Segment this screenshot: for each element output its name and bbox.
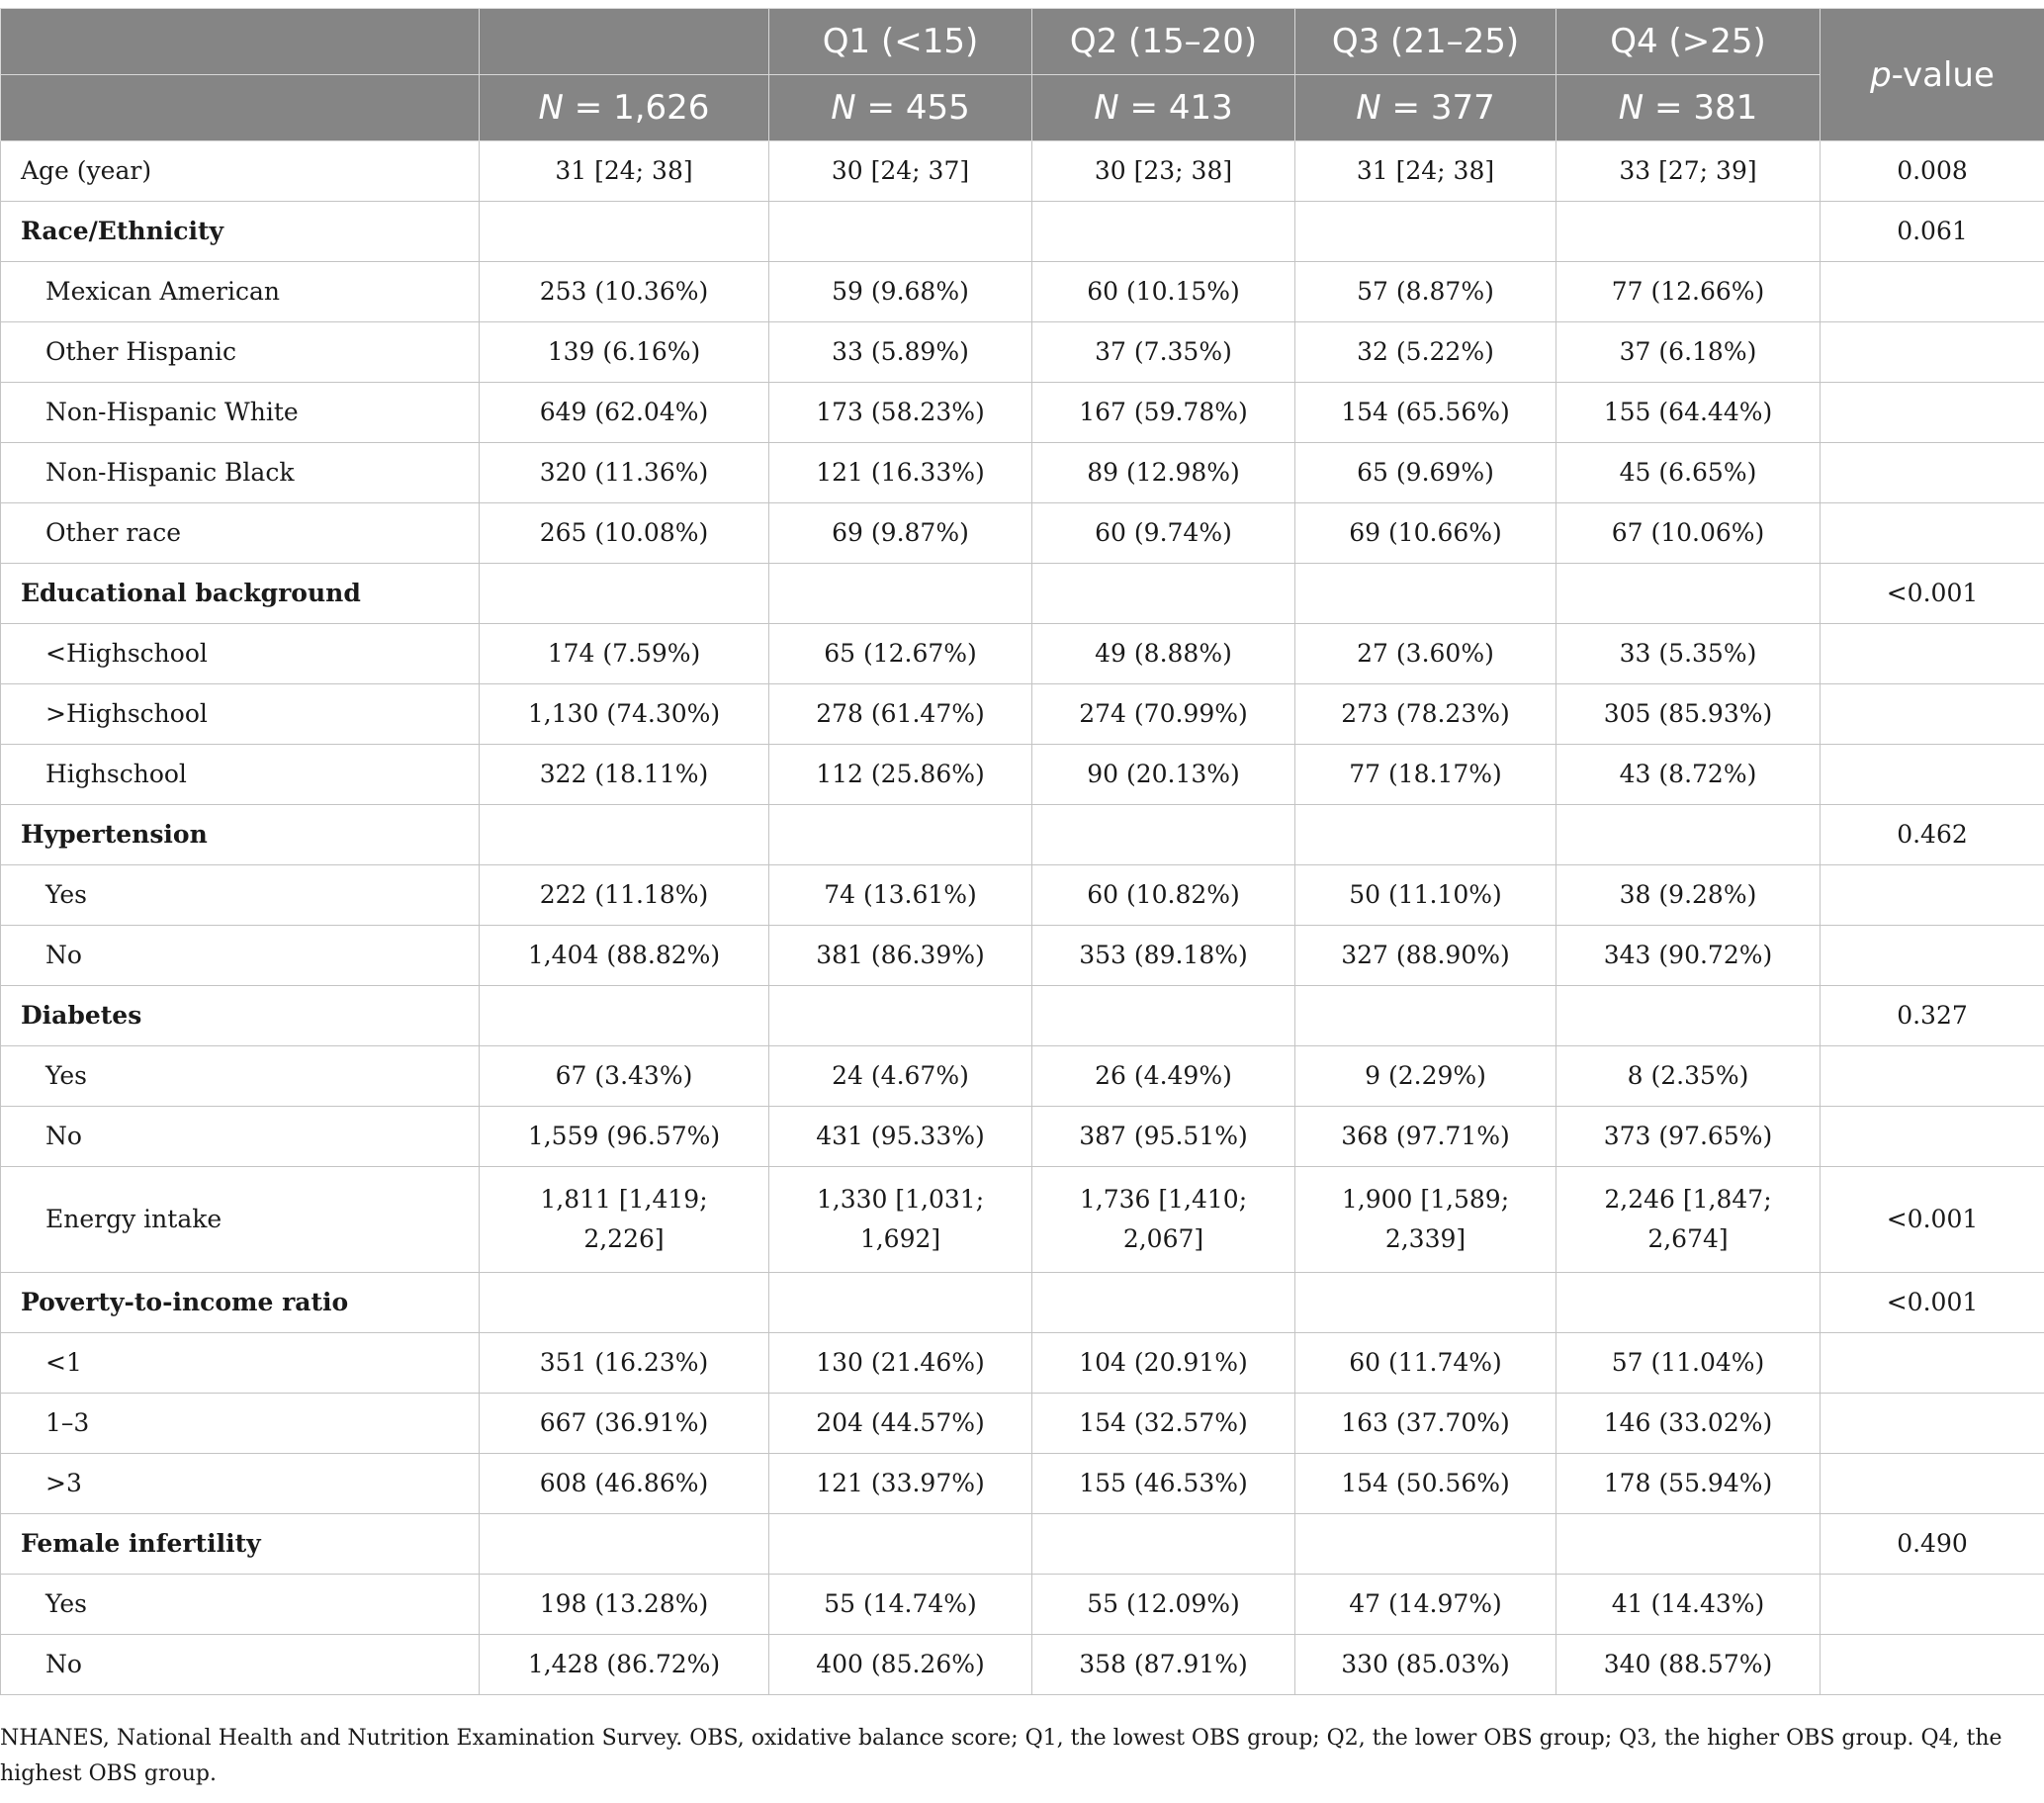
- table-row: [1, 1394, 2044, 1454]
- pvalue-cell: [1821, 1635, 2044, 1695]
- table-container: [0, 8, 2044, 1695]
- row-label: Non-Hispanic Black: [1, 443, 480, 503]
- value-cell: 667 (36.91%): [480, 1394, 769, 1454]
- table-row: [1, 202, 2044, 262]
- value-cell: [480, 202, 769, 262]
- value-cell: 57 (8.87%): [1295, 262, 1556, 322]
- table-row: [1, 745, 2044, 805]
- value-cell: 154 (65.56%): [1295, 383, 1556, 443]
- value-cell: [1295, 202, 1556, 262]
- pvalue-cell: 0.008: [1821, 141, 2044, 202]
- table-row: [1, 1167, 2044, 1273]
- value-cell: 340 (88.57%): [1556, 1635, 1821, 1695]
- value-cell: 67 (3.43%): [480, 1046, 769, 1107]
- value-cell: 33 (5.89%): [769, 322, 1032, 383]
- pvalue-p: p: [1870, 54, 1892, 95]
- value-cell: 368 (97.71%): [1295, 1107, 1556, 1167]
- row-label: No: [1, 1635, 480, 1695]
- row-label: Educational background: [1, 564, 480, 624]
- header-cell: [1, 9, 480, 75]
- value-cell: 358 (87.91%): [1032, 1635, 1295, 1695]
- table-row: [1, 503, 2044, 564]
- pvalue-cell: [1821, 926, 2044, 986]
- value-cell: 8 (2.35%): [1556, 1046, 1821, 1107]
- pvalue-cell: 0.490: [1821, 1514, 2044, 1575]
- pvalue-cell: [1821, 1046, 2044, 1107]
- value-cell: [1556, 1167, 1821, 1273]
- value-cell: 273 (78.23%): [1295, 684, 1556, 745]
- table-row: [1, 322, 2044, 383]
- row-label: No: [1, 926, 480, 986]
- value-cell: 49 (8.88%): [1032, 624, 1295, 684]
- header-n-q3: [1295, 75, 1556, 141]
- value-cell: 77 (18.17%): [1295, 745, 1556, 805]
- value-cell: [1556, 1273, 1821, 1333]
- n-symbol: N: [1356, 88, 1381, 128]
- value-cell: [769, 202, 1032, 262]
- value-cell: 65 (12.67%): [769, 624, 1032, 684]
- table-row: [1, 684, 2044, 745]
- table-row: [1, 1107, 2044, 1167]
- value-cell: [1556, 1514, 1821, 1575]
- row-label: Mexican American: [1, 262, 480, 322]
- table-row: [1, 805, 2044, 865]
- value-cell: 154 (32.57%): [1032, 1394, 1295, 1454]
- header-n-q1: [769, 75, 1032, 141]
- table-row: [1, 262, 2044, 322]
- value-cell: [1032, 1273, 1295, 1333]
- row-label: Other Hispanic: [1, 322, 480, 383]
- value-cell: 204 (44.57%): [769, 1394, 1032, 1454]
- value-cell: 305 (85.93%): [1556, 684, 1821, 745]
- value-cell: [1032, 986, 1295, 1046]
- value-cell: [1295, 986, 1556, 1046]
- row-label: 1–3: [1, 1394, 480, 1454]
- header-n-q4: [1556, 75, 1821, 141]
- pvalue-suffix: -value: [1891, 54, 1995, 95]
- value-cell: 155 (64.44%): [1556, 383, 1821, 443]
- pvalue-cell: [1821, 443, 2044, 503]
- pvalue-cell: <0.001: [1821, 1273, 2044, 1333]
- pvalue-cell: [1821, 1454, 2044, 1514]
- n-symbol: N: [831, 88, 856, 128]
- value-cell: 50 (11.10%): [1295, 865, 1556, 926]
- value-cell: 43 (8.72%): [1556, 745, 1821, 805]
- table-row: [1, 1514, 2044, 1575]
- value-cell: 265 (10.08%): [480, 503, 769, 564]
- value-cell: 69 (10.66%): [1295, 503, 1556, 564]
- value-cell: 387 (95.51%): [1032, 1107, 1295, 1167]
- value-cell: 104 (20.91%): [1032, 1333, 1295, 1394]
- value-cell: 431 (95.33%): [769, 1107, 1032, 1167]
- value-cell: [480, 1273, 769, 1333]
- row-label: Age (year): [1, 141, 480, 202]
- value-cell: 26 (4.49%): [1032, 1046, 1295, 1107]
- value-cell: 67 (10.06%): [1556, 503, 1821, 564]
- n-symbol: N: [1618, 88, 1644, 128]
- value-cell: 608 (46.86%): [480, 1454, 769, 1514]
- value-text: 1,736 [1,410; 2,067]: [1079, 1185, 1248, 1253]
- value-cell: [769, 986, 1032, 1046]
- value-cell: [1032, 202, 1295, 262]
- value-cell: 253 (10.36%): [480, 262, 769, 322]
- pvalue-cell: <0.001: [1821, 564, 2044, 624]
- value-cell: 31 [24; 38]: [480, 141, 769, 202]
- header-cell: [480, 9, 769, 75]
- value-cell: 1,130 (74.30%): [480, 684, 769, 745]
- value-cell: [480, 564, 769, 624]
- value-cell: 37 (6.18%): [1556, 322, 1821, 383]
- value-cell: 38 (9.28%): [1556, 865, 1821, 926]
- value-cell: 154 (50.56%): [1295, 1454, 1556, 1514]
- pvalue-cell: [1821, 1107, 2044, 1167]
- row-label: Female infertility: [1, 1514, 480, 1575]
- value-cell: 353 (89.18%): [1032, 926, 1295, 986]
- value-cell: 69 (9.87%): [769, 503, 1032, 564]
- row-label: No: [1, 1107, 480, 1167]
- pvalue-cell: [1821, 865, 2044, 926]
- value-cell: [1295, 1514, 1556, 1575]
- value-cell: 55 (12.09%): [1032, 1575, 1295, 1635]
- pvalue-cell: [1821, 1394, 2044, 1454]
- pvalue-cell: 0.327: [1821, 986, 2044, 1046]
- table-row: [1, 1635, 2044, 1695]
- pvalue-cell: [1821, 383, 2044, 443]
- value-text: 2,246 [1,847; 2,674]: [1604, 1185, 1772, 1253]
- value-cell: 146 (33.02%): [1556, 1394, 1821, 1454]
- value-cell: 74 (13.61%): [769, 865, 1032, 926]
- value-cell: 343 (90.72%): [1556, 926, 1821, 986]
- pvalue-cell: <0.001: [1821, 1167, 2044, 1273]
- value-cell: [1556, 202, 1821, 262]
- value-cell: 373 (97.65%): [1556, 1107, 1821, 1167]
- row-label: Diabetes: [1, 986, 480, 1046]
- header-n-total: [480, 75, 769, 141]
- table-row: [1, 1333, 2044, 1394]
- pvalue-cell: [1821, 262, 2044, 322]
- table-row: [1, 926, 2044, 986]
- value-text: 1,811 [1,419; 2,226]: [540, 1185, 708, 1253]
- value-cell: 121 (33.97%): [769, 1454, 1032, 1514]
- value-cell: [1032, 564, 1295, 624]
- n-value: = 381: [1644, 88, 1758, 128]
- value-cell: 112 (25.86%): [769, 745, 1032, 805]
- value-cell: 37 (7.35%): [1032, 322, 1295, 383]
- value-cell: 55 (14.74%): [769, 1575, 1032, 1635]
- value-cell: [1556, 805, 1821, 865]
- value-cell: [1556, 986, 1821, 1046]
- value-cell: 27 (3.60%): [1295, 624, 1556, 684]
- value-cell: 31 [24; 38]: [1295, 141, 1556, 202]
- pvalue-cell: [1821, 1575, 2044, 1635]
- value-cell: 32 (5.22%): [1295, 322, 1556, 383]
- value-cell: 30 [24; 37]: [769, 141, 1032, 202]
- table-row: [1, 1575, 2044, 1635]
- pvalue-cell: [1821, 503, 2044, 564]
- header-cell: Q3 (21–25): [1295, 9, 1556, 75]
- table-row: [1, 141, 2044, 202]
- value-cell: 320 (11.36%): [480, 443, 769, 503]
- value-cell: 60 (11.74%): [1295, 1333, 1556, 1394]
- value-cell: 381 (86.39%): [769, 926, 1032, 986]
- value-cell: 45 (6.65%): [1556, 443, 1821, 503]
- value-cell: 278 (61.47%): [769, 684, 1032, 745]
- header-pvalue: [1821, 9, 2044, 141]
- n-value: = 413: [1118, 88, 1233, 128]
- value-cell: 121 (16.33%): [769, 443, 1032, 503]
- value-text: 1,330 [1,031; 1,692]: [816, 1185, 985, 1253]
- table-row: [1, 443, 2044, 503]
- value-cell: 1,404 (88.82%): [480, 926, 769, 986]
- n-symbol: N: [1094, 88, 1119, 128]
- value-cell: [769, 1167, 1032, 1273]
- row-label: Yes: [1, 1575, 480, 1635]
- table-row: [1, 383, 2044, 443]
- value-cell: [480, 1167, 769, 1273]
- value-cell: 274 (70.99%): [1032, 684, 1295, 745]
- pvalue-cell: [1821, 1333, 2044, 1394]
- value-cell: 167 (59.78%): [1032, 383, 1295, 443]
- header-row-n: [1, 75, 2044, 141]
- value-cell: 327 (88.90%): [1295, 926, 1556, 986]
- n-value: = 1,626: [563, 88, 710, 128]
- value-cell: 174 (7.59%): [480, 624, 769, 684]
- value-cell: 139 (6.16%): [480, 322, 769, 383]
- value-cell: 322 (18.11%): [480, 745, 769, 805]
- pvalue-cell: [1821, 624, 2044, 684]
- header-n-q2: [1032, 75, 1295, 141]
- table-header: [1, 9, 2044, 141]
- pvalue-cell: 0.061: [1821, 202, 2044, 262]
- value-cell: [480, 805, 769, 865]
- value-cell: 47 (14.97%): [1295, 1575, 1556, 1635]
- value-cell: 1,428 (86.72%): [480, 1635, 769, 1695]
- value-cell: 222 (11.18%): [480, 865, 769, 926]
- value-cell: 90 (20.13%): [1032, 745, 1295, 805]
- table-row: [1, 564, 2044, 624]
- value-cell: [1032, 1167, 1295, 1273]
- header-cell: Q4 (>25): [1556, 9, 1821, 75]
- value-cell: [769, 805, 1032, 865]
- value-cell: 649 (62.04%): [480, 383, 769, 443]
- value-cell: 9 (2.29%): [1295, 1046, 1556, 1107]
- row-label: >Highschool: [1, 684, 480, 745]
- value-cell: 65 (9.69%): [1295, 443, 1556, 503]
- n-value: = 377: [1380, 88, 1495, 128]
- row-label: Highschool: [1, 745, 480, 805]
- value-cell: 41 (14.43%): [1556, 1575, 1821, 1635]
- value-text: 1,900 [1,589; 2,339]: [1341, 1185, 1510, 1253]
- value-cell: 77 (12.66%): [1556, 262, 1821, 322]
- pvalue-cell: 0.462: [1821, 805, 2044, 865]
- row-label: <1: [1, 1333, 480, 1394]
- value-cell: [1295, 564, 1556, 624]
- table-row: [1, 1273, 2044, 1333]
- value-cell: [480, 986, 769, 1046]
- value-cell: 89 (12.98%): [1032, 443, 1295, 503]
- n-value: = 455: [855, 88, 970, 128]
- value-cell: 1,559 (96.57%): [480, 1107, 769, 1167]
- value-cell: [1032, 1514, 1295, 1575]
- value-cell: [480, 1514, 769, 1575]
- row-label: Yes: [1, 865, 480, 926]
- value-cell: 351 (16.23%): [480, 1333, 769, 1394]
- value-cell: 33 [27; 39]: [1556, 141, 1821, 202]
- value-cell: 330 (85.03%): [1295, 1635, 1556, 1695]
- value-cell: 163 (37.70%): [1295, 1394, 1556, 1454]
- value-cell: 155 (46.53%): [1032, 1454, 1295, 1514]
- table-row: [1, 624, 2044, 684]
- row-label: Energy intake: [1, 1167, 480, 1273]
- n-symbol: N: [538, 88, 564, 128]
- header-cell-blank: [1, 75, 480, 141]
- value-cell: [769, 1273, 1032, 1333]
- row-label: >3: [1, 1454, 480, 1514]
- value-cell: 60 (10.82%): [1032, 865, 1295, 926]
- row-label: Non-Hispanic White: [1, 383, 480, 443]
- value-cell: 30 [23; 38]: [1032, 141, 1295, 202]
- baseline-characteristics-table: [0, 8, 2044, 1695]
- table-row: [1, 1046, 2044, 1107]
- row-label: Hypertension: [1, 805, 480, 865]
- row-label: Poverty-to-income ratio: [1, 1273, 480, 1333]
- value-cell: 130 (21.46%): [769, 1333, 1032, 1394]
- pvalue-cell: [1821, 745, 2044, 805]
- pvalue-cell: [1821, 322, 2044, 383]
- value-cell: [769, 1514, 1032, 1575]
- pvalue-cell: [1821, 684, 2044, 745]
- value-cell: [769, 564, 1032, 624]
- table-row: [1, 986, 2044, 1046]
- value-cell: 59 (9.68%): [769, 262, 1032, 322]
- value-cell: [1295, 1273, 1556, 1333]
- value-cell: 178 (55.94%): [1556, 1454, 1821, 1514]
- value-cell: 57 (11.04%): [1556, 1333, 1821, 1394]
- value-cell: 60 (10.15%): [1032, 262, 1295, 322]
- table-row: [1, 1454, 2044, 1514]
- row-label: Race/Ethnicity: [1, 202, 480, 262]
- header-row-groups: [1, 9, 2044, 75]
- value-cell: 400 (85.26%): [769, 1635, 1032, 1695]
- table-footnote: NHANES, National Health and Nutrition Examination Survey. OBS, oxidative balance score; Q1, the lowest OBS group; Q2, the lower OBS group; Q3, the higher OBS group. Q4, the highest OBS group.: [0, 1726, 2002, 1786]
- value-cell: [1295, 805, 1556, 865]
- value-cell: 33 (5.35%): [1556, 624, 1821, 684]
- value-cell: 60 (9.74%): [1032, 503, 1295, 564]
- value-cell: 198 (13.28%): [480, 1575, 769, 1635]
- value-cell: [1556, 564, 1821, 624]
- header-cell: Q1 (<15): [769, 9, 1032, 75]
- value-cell: [1295, 1167, 1556, 1273]
- value-cell: 173 (58.23%): [769, 383, 1032, 443]
- row-label: Yes: [1, 1046, 480, 1107]
- table-row: [1, 865, 2044, 926]
- value-cell: 24 (4.67%): [769, 1046, 1032, 1107]
- row-label: Other race: [1, 503, 480, 564]
- table-body: [1, 141, 2044, 1695]
- row-label: <Highschool: [1, 624, 480, 684]
- header-cell: Q2 (15–20): [1032, 9, 1295, 75]
- value-cell: [1032, 805, 1295, 865]
